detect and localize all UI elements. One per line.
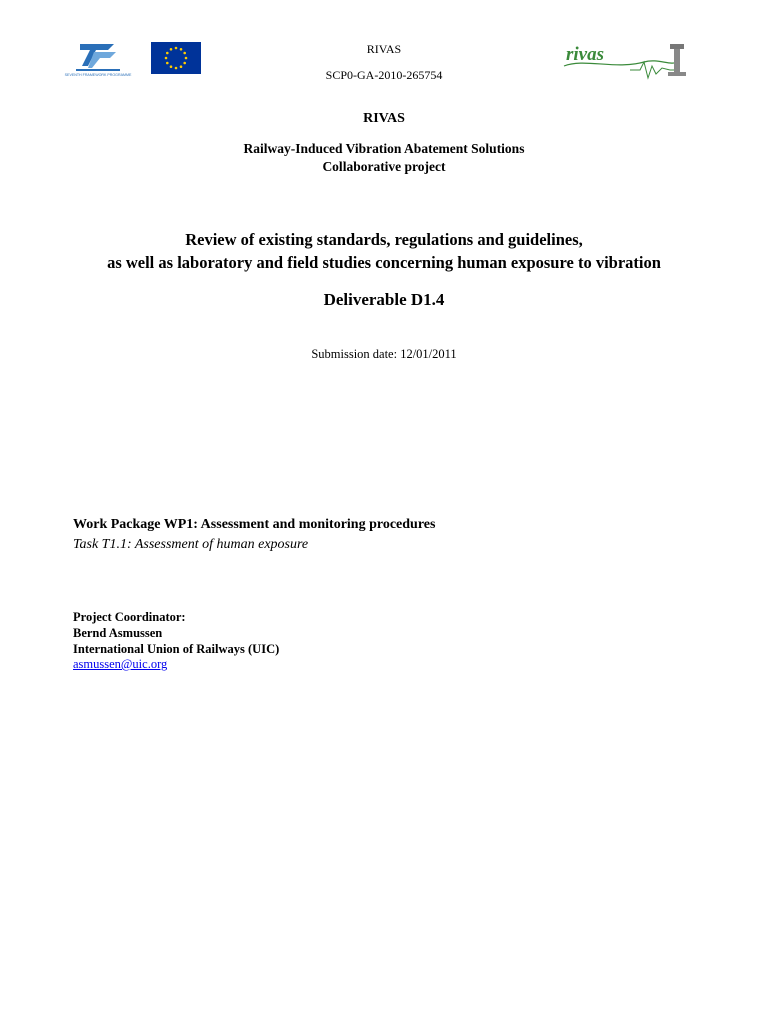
header-grant: SCP0-GA-2010-265754 bbox=[325, 68, 443, 82]
rivas-logo bbox=[560, 40, 692, 84]
coordinator-label: Project Coordinator: bbox=[73, 610, 186, 624]
deliverable-number: Deliverable D1.4 bbox=[323, 290, 445, 309]
project-acronym: RIVAS bbox=[363, 111, 405, 126]
coordinator-organization: International Union of Railways (UIC) bbox=[73, 642, 280, 656]
fp7-logo-caption: SEVENTH FRAMEWORK PROGRAMME bbox=[64, 73, 132, 77]
header-project: RIVAS bbox=[366, 42, 402, 56]
work-package: Work Package WP1: Assessment and monitoring procedures bbox=[73, 517, 436, 532]
document-title-line-2: as well as laboratory and field studies concerning human exposure to vibration bbox=[107, 253, 661, 272]
submission-date: Submission date: 12/01/2011 bbox=[311, 347, 457, 361]
rivas-logo-text: rivas bbox=[566, 44, 604, 65]
project-type: Collaborative project bbox=[322, 159, 446, 174]
coordinator-email-link[interactable]: asmussen@uic.org bbox=[73, 657, 168, 671]
project-full-name: Railway-Induced Vibration Abatement Solutions bbox=[243, 141, 525, 156]
document-title-line-1: Review of existing standards, regulations and guidelines, bbox=[185, 230, 583, 249]
coordinator-name: Bernd Asmussen bbox=[73, 626, 163, 640]
task-line: Task T1.1: Assessment of human exposure bbox=[73, 537, 309, 552]
